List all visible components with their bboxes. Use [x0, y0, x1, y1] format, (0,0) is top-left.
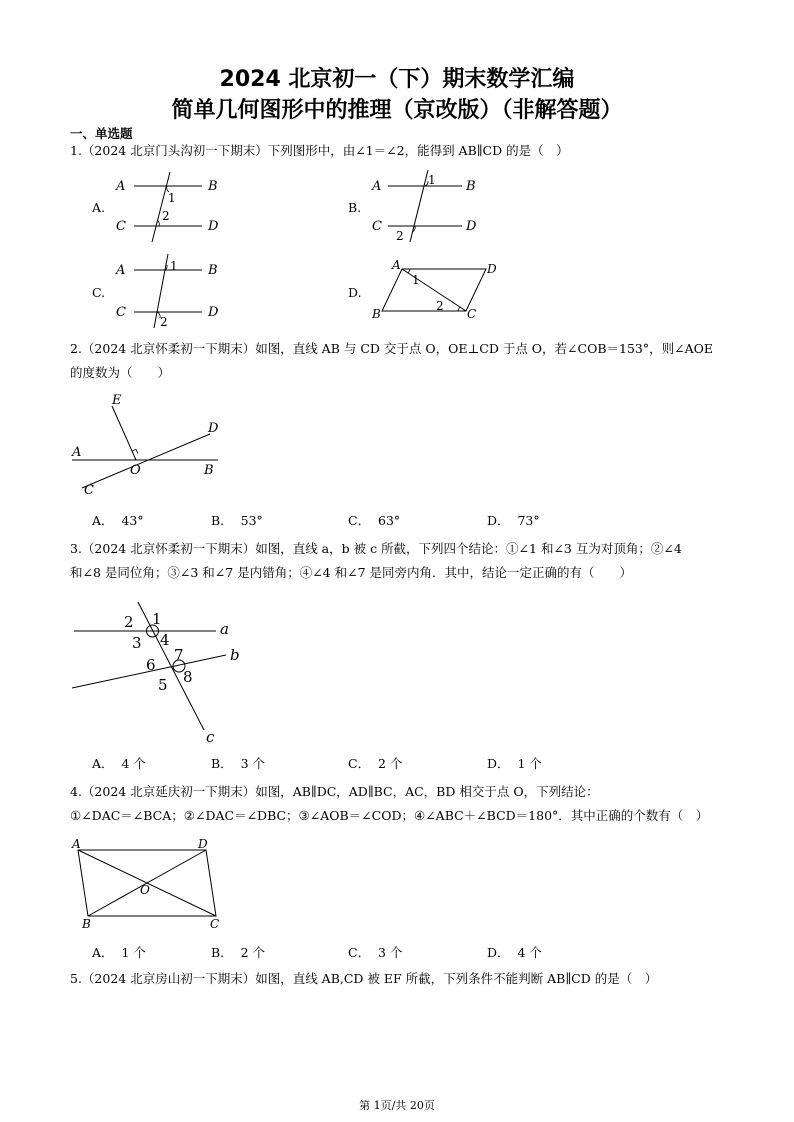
angle-1-label: 1: [152, 610, 162, 628]
question-2-figure: [68, 390, 238, 500]
question-1-option-c[interactable]: C.: [92, 285, 106, 300]
question-4-option-b[interactable]: B． 2 个: [211, 945, 266, 960]
angle-1-label: 1: [168, 191, 176, 205]
label-C: C: [467, 307, 477, 321]
question-4-option-d[interactable]: D． 4 个: [487, 945, 542, 960]
angle-3-label: 3: [132, 634, 142, 652]
question-3-option-a[interactable]: A． 4 个: [92, 756, 146, 771]
question-2-text: 2.（2024 北京怀柔初一下期末）如图，直线 AB 与 CD 交于点 O，OE⊥CD 于点 O，若∠COB＝153°，则∠AOE: [70, 341, 713, 356]
question-2-option-d[interactable]: D． 73°: [487, 513, 540, 528]
question-4-figure: [68, 834, 228, 934]
question-1-figure-b: [366, 168, 496, 248]
line-b-label: b: [230, 646, 240, 664]
label-D: D: [208, 421, 219, 436]
page-title-line2: 简单几何图形中的推理（京改版）（非解答题）: [171, 98, 623, 123]
question-4-text: 4.（2024 北京延庆初一下期末）如图，AB∥DC，AD∥BC，AC，BD 相交于点 O，下列结论：: [70, 784, 599, 799]
question-4-text-cont: ①∠DAC＝∠BCA；②∠DAC＝∠DBC；③∠AOB＝∠COD；④∠ABC＋∠BCD＝180°．其中正确的个数有（ ）: [70, 808, 709, 823]
label-C: C: [84, 483, 94, 498]
angle-1-label: 1: [412, 273, 420, 287]
page-footer: 第 1页/共 20页: [359, 1099, 435, 1112]
angle-2-label: 2: [160, 315, 168, 329]
angle-2-label: 2: [162, 209, 170, 223]
label-C: C: [116, 219, 126, 234]
question-1-figure-d: [366, 258, 506, 326]
angle-1-label: 1: [428, 173, 436, 187]
question-1-figure-a: [112, 168, 232, 248]
angle-2-label: 2: [124, 613, 134, 631]
label-O: O: [130, 463, 141, 478]
label-D: D: [487, 262, 497, 276]
section-heading: 一、单选题: [70, 126, 133, 141]
line-c-label: c: [206, 728, 215, 746]
question-1-figure-c: [112, 252, 232, 332]
label-B: B: [208, 179, 218, 194]
question-4-option-a[interactable]: A． 1 个: [92, 945, 146, 960]
angle-1-label: 1: [170, 259, 178, 273]
label-B: B: [372, 307, 381, 321]
question-4-option-c[interactable]: C． 3 个: [348, 945, 403, 960]
question-2-option-b[interactable]: B． 53°: [211, 513, 263, 528]
label-B: B: [466, 179, 476, 194]
label-A: A: [116, 263, 126, 278]
question-3-figure: [68, 598, 258, 746]
question-1-option-b[interactable]: B.: [348, 200, 362, 215]
question-3-text: 3.（2024 北京怀柔初一下期末）如图，直线 a，b 被 c 所截，下列四个结论：①∠1 和∠3 互为对顶角；②∠4: [70, 541, 682, 556]
label-C: C: [372, 219, 382, 234]
angle-5-label: 5: [158, 676, 168, 694]
question-3-text-cont: 和∠8 是同位角；③∠3 和∠7 是内错角；④∠4 和∠7 是同旁内角．其中，结论一定正确的有（ ）: [70, 565, 633, 580]
angle-2-label: 2: [396, 229, 404, 243]
question-5-text: 5.（2024 北京房山初一下期末）如图，直线 AB,CD 被 EF 所截，下列条件不能判断 AB∥CD 的是（ ）: [70, 971, 658, 986]
label-O: O: [140, 883, 150, 897]
label-B: B: [204, 463, 214, 478]
label-D: D: [208, 305, 219, 320]
question-3-option-c[interactable]: C． 2 个: [348, 756, 403, 771]
label-C: C: [210, 917, 220, 931]
label-E: E: [112, 393, 122, 408]
question-3-option-d[interactable]: D． 1 个: [487, 756, 542, 771]
label-B: B: [208, 263, 218, 278]
label-B: B: [82, 917, 91, 931]
question-2-option-a[interactable]: A． 43°: [92, 513, 144, 528]
label-C: C: [116, 305, 126, 320]
line-a-label: a: [220, 620, 229, 638]
label-A: A: [392, 258, 401, 272]
label-D: D: [466, 219, 477, 234]
angle-8-label: 8: [183, 668, 193, 686]
question-3-option-b[interactable]: B． 3 个: [211, 756, 266, 771]
question-2-text-cont: 的度数为（ ）: [70, 365, 171, 380]
label-A: A: [372, 179, 382, 194]
label-D: D: [198, 837, 208, 851]
label-A: A: [72, 445, 82, 460]
label-A: A: [72, 837, 81, 851]
question-1-text: 1.（2024 北京门头沟初一下期末）下列图形中，由∠1＝∠2，能得到 AB∥CD 的是（ ）: [70, 143, 569, 158]
page-title-line1: 2024 北京初一（下）期末数学汇编: [219, 67, 575, 92]
angle-7-label: 7: [174, 646, 184, 664]
label-D: D: [208, 219, 219, 234]
question-1-option-a[interactable]: A.: [92, 200, 106, 215]
angle-2-label: 2: [436, 299, 444, 313]
question-2-option-c[interactable]: C． 63°: [348, 513, 401, 528]
label-A: A: [116, 179, 126, 194]
question-1-option-d[interactable]: D.: [348, 285, 362, 300]
angle-4-label: 4: [160, 631, 170, 649]
angle-6-label: 6: [146, 656, 156, 674]
